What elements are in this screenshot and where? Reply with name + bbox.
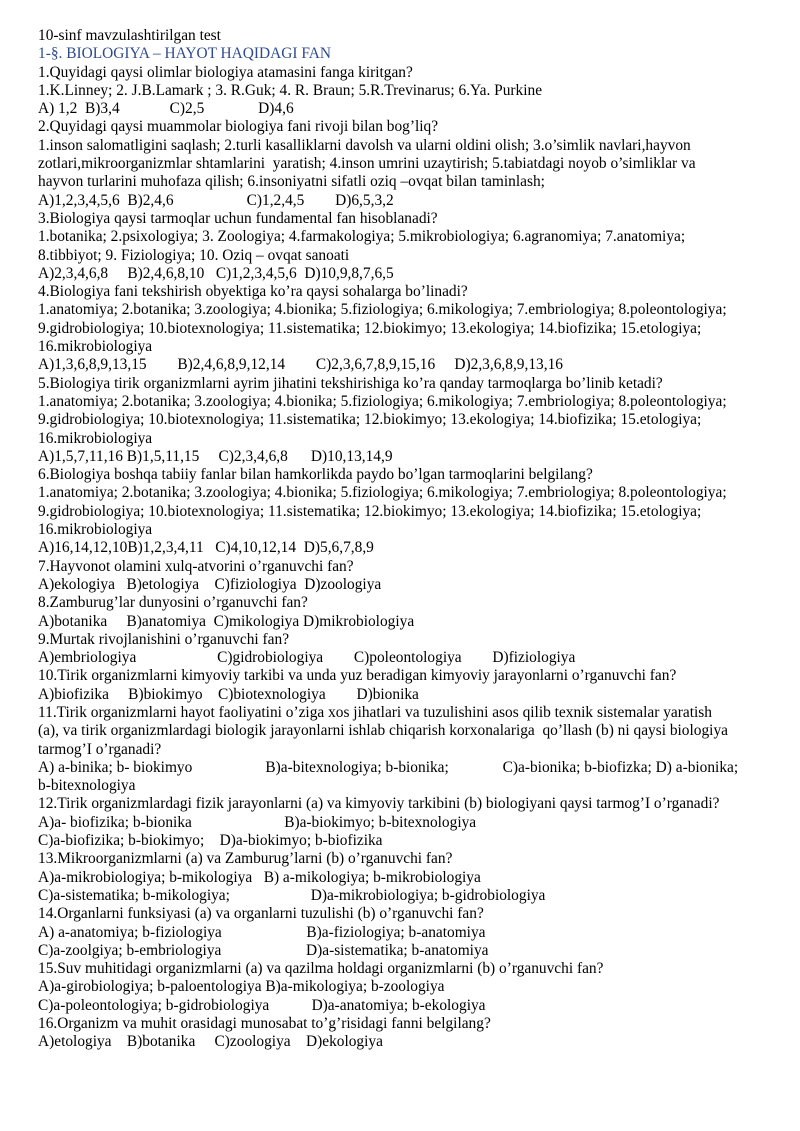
- document-header: 10-sinf mavzulashtirilgan test: [38, 27, 221, 44]
- answer-options: A)a- biofizika; b-bionika B)a-biokimyo; b-bitexnologiya: [38, 813, 477, 831]
- answer-options: A) a-binika; b- biokimyo B)a-bitexnologiya; b-bionika; C)a-bionika; b-biofizka; D) a-bionika;: [38, 758, 739, 776]
- text-line: 9.gidrobiologiya; 10.biotexnologiya; 11.sistematika; 12.biokimyo; 13.ekologiya; 14.biofizika; 15.etologiya;: [38, 319, 702, 337]
- text-line: 7.Hayvonot olamini xulq-atvorini o’rganuvchi fan?: [38, 557, 354, 575]
- text-line: tarmog’I o’rganadi?: [38, 740, 162, 758]
- text-line: 16.mikrobiologiya: [38, 521, 153, 539]
- text-line: 1.anatomiya; 2.botanika; 3.zoologiya; 4.bionika; 5.fiziologiya; 6.mikologiya; 7.embriologiya; 8.poleontologiya;: [38, 484, 727, 502]
- answer-options: A)1,3,6,8,9,13,15 B)2,4,6,8,9,12,14 C)2,3,6,7,8,9,15,16 D)2,3,6,8,9,13,16: [38, 356, 563, 374]
- text-line: 3.Biologiya qaysi tarmoqlar uchun fundamental fan hisoblanadi?: [38, 209, 438, 227]
- answer-options: A)a-mikrobiologiya; b-mikologiya B) a-mikologiya; b-mikrobiologiya: [38, 868, 481, 886]
- text-line: 6.Biologiya boshqa tabiiy fanlar bilan hamkorlikda paydo bo’lgan tarmoqlarini belgilang?: [38, 466, 593, 484]
- document-page: [38, 27, 773, 1052]
- answer-options: C)a-biofizika; b-biokimyo; D)a-biokimyo; b-biofizika: [38, 832, 383, 850]
- text-line: 12.Tirik organizmlardagi fizik jarayonlarni (a) va kimyoviy tarkibini (b) biologiyani qaysi tarmog’I o’rganadi?: [38, 795, 720, 813]
- text-line: 1.botanika; 2.psixologiya; 3. Zoologiya; 4.farmakologiya; 5.mikrobiologiya; 6.agranomiya; 7.anatomiya;: [38, 228, 686, 246]
- text-line: 5.Biologiya tirik organizmlarni ayrim jihatini tekshirishiga ko’ra qanday tarmoqlarga bo’linib ketadi?: [38, 374, 663, 392]
- text-line: 16.mikrobiologiya: [38, 338, 153, 356]
- test-questions: [38, 64, 773, 1052]
- text-line: (a), va tirik organizmlardagi biologik jarayonlarni ishlab chiqarish korxonalariga qo’llash (b) ni qaysi biologiya: [38, 722, 728, 740]
- text-line: zotlari,mikroorganizmlar shtamlarini yaratish; 4.inson umrini uzaytirish; 5.tabiatdagi noyob o’simliklar va: [38, 155, 696, 173]
- text-line: 16.mikrobiologiya: [38, 429, 153, 447]
- answer-options: A)a-girobiologiya; b-paloentologiya B)a-mikologiya; b-zoologiya: [38, 978, 445, 996]
- section-title: 1-§. BIOLOGIYA – HAYOT HAQIDAGI FAN: [38, 45, 331, 63]
- text-line: 4.Biologiya fani tekshirish obyektiga ko’ra qaysi sohalarga bo’linadi?: [38, 283, 468, 301]
- text-line: 9.gidrobiologiya; 10.biotexnologiya; 11.sistematika; 12.biokimyo; 13.ekologiya; 14.biofizika; 15.etologiya;: [38, 411, 702, 429]
- text-line: 15.Suv muhitidagi organizmlarni (a) va qazilma holdagi organizmlarni (b) o’rganuvchi fan?: [38, 960, 604, 978]
- answer-options: A) a-anatomiya; b-fiziologiya B)a-fiziologiya; b-anatomiya: [38, 923, 486, 941]
- text-line: 13.Mikroorganizmlarni (a) va Zamburug’larni (b) o’rganuvchi fan?: [38, 850, 453, 868]
- text-line: b-bitexnologiya: [38, 777, 136, 795]
- text-line: 8.tibbiyot; 9. Fiziologiya; 10. Oziq – ovqat sanoati: [38, 246, 350, 264]
- answer-options: A)etologiya B)botanika C)zoologiya D)ekologiya: [38, 1033, 383, 1051]
- text-line: 11.Tirik organizmlarni hayot faoliyatini o’ziga xos jihatlari va tuzulishini asos qilib texnik sistemalar yaratish: [38, 703, 712, 721]
- answer-options: A)16,14,12,10B)1,2,3,4,11 C)4,10,12,14 D)5,6,7,8,9: [38, 539, 374, 557]
- text-line: 8.Zamburug’lar dunyosini o’rganuvchi fan?: [38, 594, 308, 612]
- text-line: 1.anatomiya; 2.botanika; 3.zoologiya; 4.bionika; 5.fiziologiya; 6.mikologiya; 7.embriologiya; 8.poleontologiya;: [38, 301, 727, 319]
- answer-options: A)2,3,4,6,8 B)2,4,6,8,10 C)1,2,3,4,5,6 D)10,9,8,7,6,5: [38, 264, 394, 282]
- answer-options: A)1,2,3,4,5,6 B)2,4,6 C)1,2,4,5 D)6,5,3,2: [38, 191, 394, 209]
- text-line: 9.gidrobiologiya; 10.biotexnologiya; 11.sistematika; 12.biokimyo; 13.ekologiya; 14.biofizika; 15.etologiya;: [38, 502, 702, 520]
- text-line: 2.Quyidagi qaysi muammolar biologiya fani rivoji bilan bog’liq?: [38, 118, 439, 136]
- answer-options: A)1,5,7,11,16 B)1,5,11,15 C)2,3,4,6,8 D)10,13,14,9: [38, 447, 393, 465]
- answer-options: C)a-zoolgiya; b-embriologiya D)a-sistematika; b-anatomiya: [38, 941, 489, 959]
- answer-options: A)biofizika B)biokimyo C)biotexnologiya D)bionika: [38, 685, 419, 703]
- text-line: 16.Organizm va muhit orasidagi munosabat to’g’risidagi fanni belgilang?: [38, 1015, 491, 1033]
- text-line: 1.Quyidagi qaysi olimlar biologiya atamasini fanga kiritgan?: [38, 63, 413, 81]
- text-line: 14.Organlarni funksiyasi (a) va organlarni tuzulishi (b) o’rganuvchi fan?: [38, 905, 484, 923]
- answer-options: C)a-sistematika; b-mikologiya; D)a-mikrobiologiya; b-gidrobiologiya: [38, 886, 546, 904]
- answer-options: A) 1,2 B)3,4 C)2,5 D)4,6: [38, 100, 294, 118]
- text-line: 1.inson salomatligini saqlash; 2.turli kasalliklarni davolsh va ularni oldini olish; 3.o’simlik navlari,hayvon: [38, 136, 691, 154]
- text-line: hayvon turlarini muhofaza qilish; 6.insoniyatni sifatli oziq –ovqat bilan taminlash;: [38, 173, 545, 191]
- answer-options: C)a-poleontologiya; b-gidrobiologiya D)a-anatomiya; b-ekologiya: [38, 996, 486, 1014]
- answer-options: A)ekologiya B)etologiya C)fiziologiya D)zoologiya: [38, 575, 382, 593]
- answer-options: A)embriologiya C)gidrobiologiya C)poleontologiya D)fiziologiya: [38, 649, 576, 667]
- text-line: 9.Murtak rivojlanishini o’rganuvchi fan?: [38, 630, 290, 648]
- text-line: 1.K.Linney; 2. J.B.Lamark ; 3. R.Guk; 4. R. Braun; 5.R.Trevinarus; 6.Ya. Purkine: [38, 81, 543, 99]
- text-line: 1.anatomiya; 2.botanika; 3.zoologiya; 4.bionika; 5.fiziologiya; 6.mikologiya; 7.embriologiya; 8.poleontologiya;: [38, 392, 727, 410]
- answer-options: A)botanika B)anatomiya C)mikologiya D)mikrobiologiya: [38, 612, 415, 630]
- text-line: 10.Tirik organizmlarni kimyoviy tarkibi va unda yuz beradigan kimyoviy jarayonlarni o’rganuvchi fan?: [38, 667, 677, 685]
